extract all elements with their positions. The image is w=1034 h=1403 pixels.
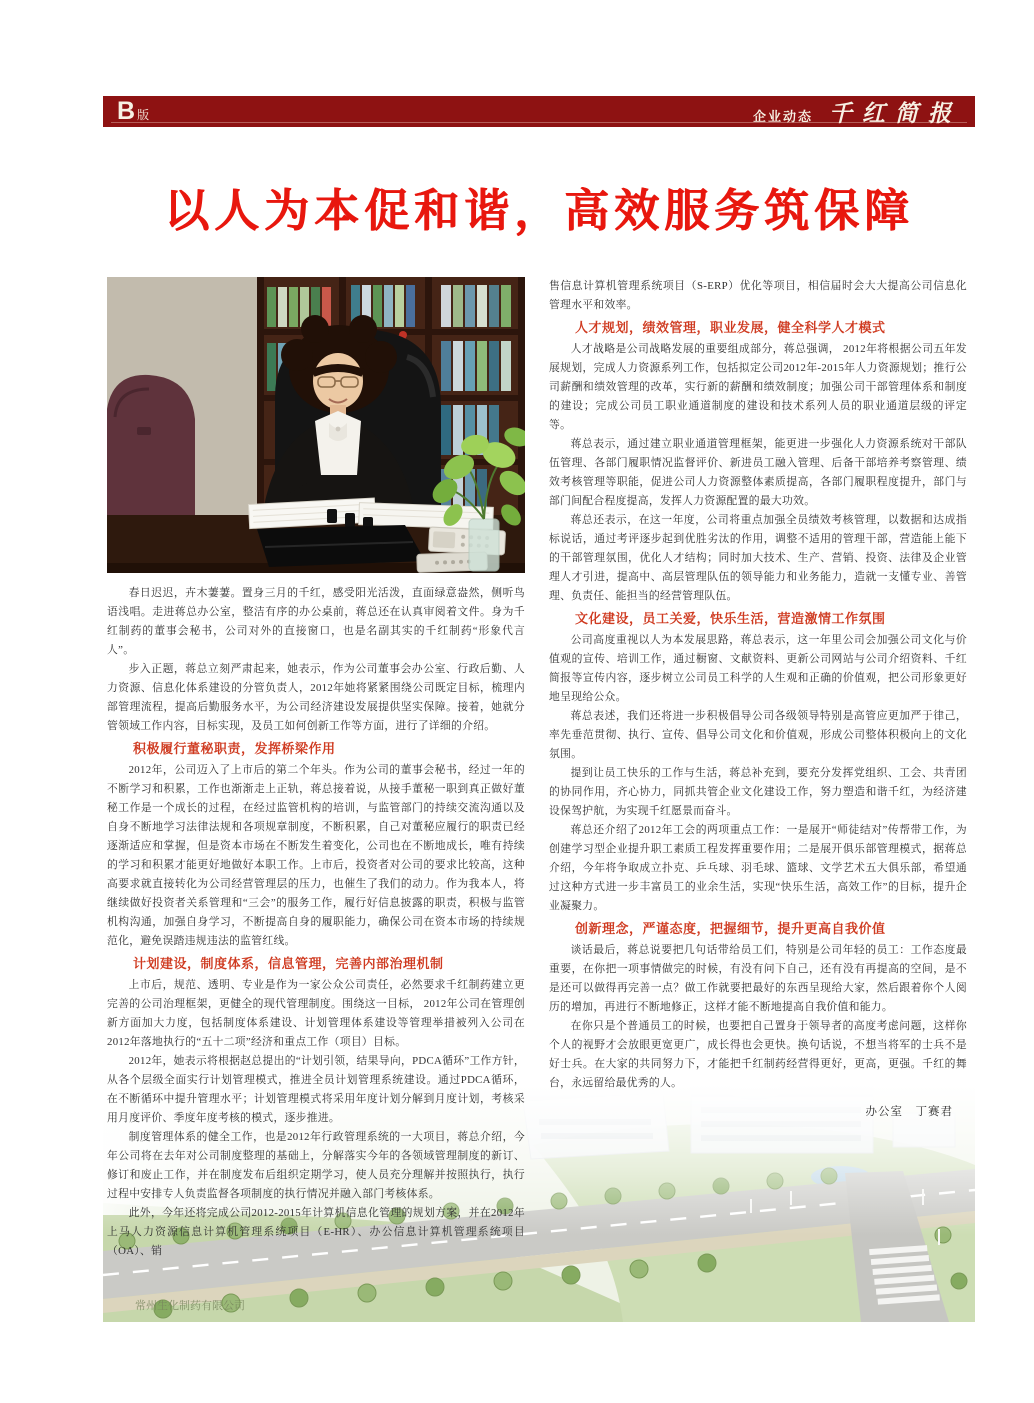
byline: 办公室 丁赛君 [865, 1106, 953, 1118]
article-paragraph: 蒋总表述，我们还将进一步积极倡导公司各级领导特别是高管应更加严于律己，率先垂范贯彻、执行、宣传、倡导公司文化和价值观，形成公司整体积极向上的文化氛围。 [549, 710, 967, 760]
article-paragraph: 上市后，规范、透明、专业是作为一家公众公司责任，必然要求千红制药建立更完善的公司治理框架，更健全的现代管理制度。围绕这一目标， 2012年公司在管理创新方面加大力度，包括制度体系建设、计划管理体系建设等管理举措被列入公司在2012年落地执行的“五十二项”经济和重点工作（项目）目标。 [107, 979, 525, 1048]
footer-watermark: 常州生化制药有限公司 [135, 1300, 245, 1312]
article-paragraph: 春日迟迟，卉木萋萋。置身三月的千红，感受阳光活泼，直面绿意盎然，侧听鸟语浅唱。走进蒋总办公室，整洁有序的办公桌前，蒋总还在认真审阅着文件。身为千红制药的董事会秘书，公司对外的直接窗口，也是名副其实的千红制药“形象代言人”。 [107, 587, 525, 656]
section-heading: 计划建设，制度体系，信息管理，完善内部治理机制 [133, 956, 444, 971]
masthead-right [753, 95, 961, 128]
executive-office-photo [107, 277, 525, 573]
left-column-text [107, 584, 525, 1261]
edition-label: 版 [137, 108, 150, 122]
masthead-title: 千红简报 [829, 101, 961, 126]
article-headline: 以人为本促和谐，高效服务筑保障 [163, 186, 914, 236]
article-paragraph: 谈话最后，蒋总说要把几句话带给员工们，特别是公司年轻的员工：工作态度最重要，在你把一项事情做完的时候，有没有问下自己，还有没有再提高的空间，是不是还可以做得再完善一点？做工作就要把最好的东西呈现给大家，然后跟着你个人阅历的增加，再进行不断地修正，这样才能不断地提高自我价值和能力。 [549, 944, 967, 1013]
article-paragraph: 此外，今年还将完成公司2012-2015年计算机信息化管理的规划方案，并在2012年上马人力资源信息计算机管理系统项目（E-HR）、办公信息计算机管理系统项目（OA）、销 [107, 1207, 525, 1257]
article-paragraph: 公司高度重视以人为本发展思路，蒋总表示，这一年里公司会加强公司文化与价值观的宣传、培训工作，通过橱窗、文献资料、更新公司网站与公司介绍资料、千红简报等宣传内容，逐步树立公司员工科学的人生观和正确的价值观，把公司形象更好地呈现给公众。 [549, 634, 967, 703]
article-paragraph: 在你只是个普通员工的时候，也要把自己置身于领导者的高度考虑问题，这样你个人的视野才会放眼更宽更广，成长得也会更快。换句话说，不想当将军的士兵不是好士兵。在大家的共同努力下，才能把千红制药经营得更好，更高，更强。千红的舞台，永远留给最优秀的人。 [549, 1020, 967, 1089]
edition-letter: B [117, 97, 136, 125]
masthead-bar [103, 96, 975, 127]
right-column-text [549, 277, 967, 1093]
article-paragraph: 2012年，公司迈入了上市后的第二个年头。作为公司的董事会秘书，经过一年的不断学习和积累，工作也渐渐走上正轨，蒋总接着说，从接手董秘一职到真正做好董秘工作是一个成长的过程，在经过监管机构的培训，与监管部门的持续交流沟通以及自身不断地学习法律法规和各项规章制度，不断积累，自己对董秘应履行的职责已经逐渐适应和掌握，但是资本市场在不断发生着变化，公司也在不断地成长，唯有持续的学习和积累才能更好地做好本职工作。上市后，投资者对公司的要求比较高，这种高要求就直接转化为公司经营管理层的压力，也催生了我们的动力。作为我本人，将继续做好投资者关系管理和“三会”的服务工作，履行好信息披露的职责，积极与监管机构沟通，加强自身学习，不断提高自身的履职能力，确保公司在资本市场的持续规范化，避免误踏违规违法的监管红线。 [107, 764, 525, 947]
right-column [549, 277, 967, 1261]
article-paragraph: 蒋总还介绍了2012年工会的两项重点工作：一是展开“师徒结对”传帮带工作，为创建学习型企业提升职工素质工程发挥重要作用；二是展开俱乐部管理模式，据蒋总介绍，今年将争取成立扑克、乒乓球、羽毛球、篮球、文学艺术五大俱乐部，希望通过这种方式进一步丰富员工的业余生活，实现“快乐生活，高效工作”的目标，提升企业凝聚力。 [549, 824, 967, 912]
left-column [107, 277, 525, 1261]
edition-badge [117, 99, 149, 124]
article-paragraph: 售信息计算机管理系统项目（S-ERP）优化等项目，相信届时会大大提高公司信息化管理水平和效率。 [549, 280, 967, 311]
article-paragraph: 蒋总表示，通过建立职业通道管理框架，能更进一步强化人力资源系统对干部队伍管理、各部门履职情况监督评价、新进员工融入管理、后备干部培养考察管理、绩效考核管理等职能，促进公司人力资源整体素质提高，各部门履职程度提升，部门与部门间配合程度提高，发挥人力资源配置的最大功效。 [549, 438, 967, 507]
article-paragraph: 2012年，她表示将根据赵总提出的“计划引领，结果导向，PDCA循环”工作方针，从各个层级全面实行计划管理模式，推进全员计划管理系统建设。通过PDCA循环，在不断循环中提升管理水平；计划管理模式将采用年度计划分解到月度计划，考核采用月度评价、季度年度考核的模式，逐步推进。 [107, 1055, 525, 1124]
article-paragraph: 步入正题，蒋总立刻严肃起来，她表示，作为公司董事会办公室、行政后勤、人力资源、信息化体系建设的分管负责人，2012年她将紧紧围绕公司既定目标，梳理内部管理流程，提高后勤服务水平，为公司经济建设发展提供坚实保障。接着，她就分管领域工作内容，目标实现，及员工如何创新工作等方面，进行了详细的介绍。 [107, 663, 525, 732]
article-paragraph: 人才战略是公司战略发展的重要组成部分，蒋总强调， 2012年将根据公司五年发展规划，完成人力资源系列工作，包括拟定公司2012年-2015年人力资源规划；推行公司薪酬和绩效管理的改革，实行新的薪酬和绩效制度；加强公司干部管理体系和制度的建设；完成公司员工职业通道制度的建设和技术系列人员的职业通道层级的评定等。 [549, 343, 967, 431]
section-heading: 文化建设，员工关爱，快乐生活，营造激情工作氛围 [575, 611, 886, 626]
article-paragraph: 提到让员工快乐的工作与生活，蒋总补充到，要充分发挥党组织、工会、共青团的协同作用，齐心协力，同抓共管企业文化建设工作，努力塑造和谐千红，为经济建设保驾护航，为实现千红愿景而奋斗。 [549, 767, 967, 817]
photo-illustration [107, 277, 525, 573]
section-heading: 人才规划，绩效管理，职业发展，健全科学人才模式 [575, 320, 886, 335]
section-heading: 创新理念，严谨态度，把握细节，提升更高自我价值 [575, 921, 886, 936]
article-paragraph: 制度管理体系的健全工作，也是2012年行政管理系统的一大项目，蒋总介绍，今年公司将在去年对公司制度整理的基础上，分解落实今年的各领域管理制度的新订、修订和废止工作，并在制度发布后组织定期学习，使人员充分理解并按照执行，执行过程中安排专人负责监督各项制度的执行情况并融入部门考核体系。 [107, 1131, 525, 1200]
article-paragraph: 蒋总还表示，在这一年度，公司将重点加强全员绩效考核管理，以数据和达成指标说话，通过考评逐步起到优胜劣汰的作用，调整不适用的管理干部，营造能上能下的干部管理氛围，优化人才结构；同时加大技术、生产、营销、投资、法律及企业管理人才引进，提高中、高层管理队伍的领导能力和业务能力，造就一支懂专业、善管理、负责任、能担当的经营管理队伍。 [549, 514, 967, 602]
section-heading: 积极履行董秘职责，发挥桥梁作用 [133, 741, 336, 756]
section-label: 企业动态 [752, 109, 813, 124]
article-body [107, 277, 967, 1261]
